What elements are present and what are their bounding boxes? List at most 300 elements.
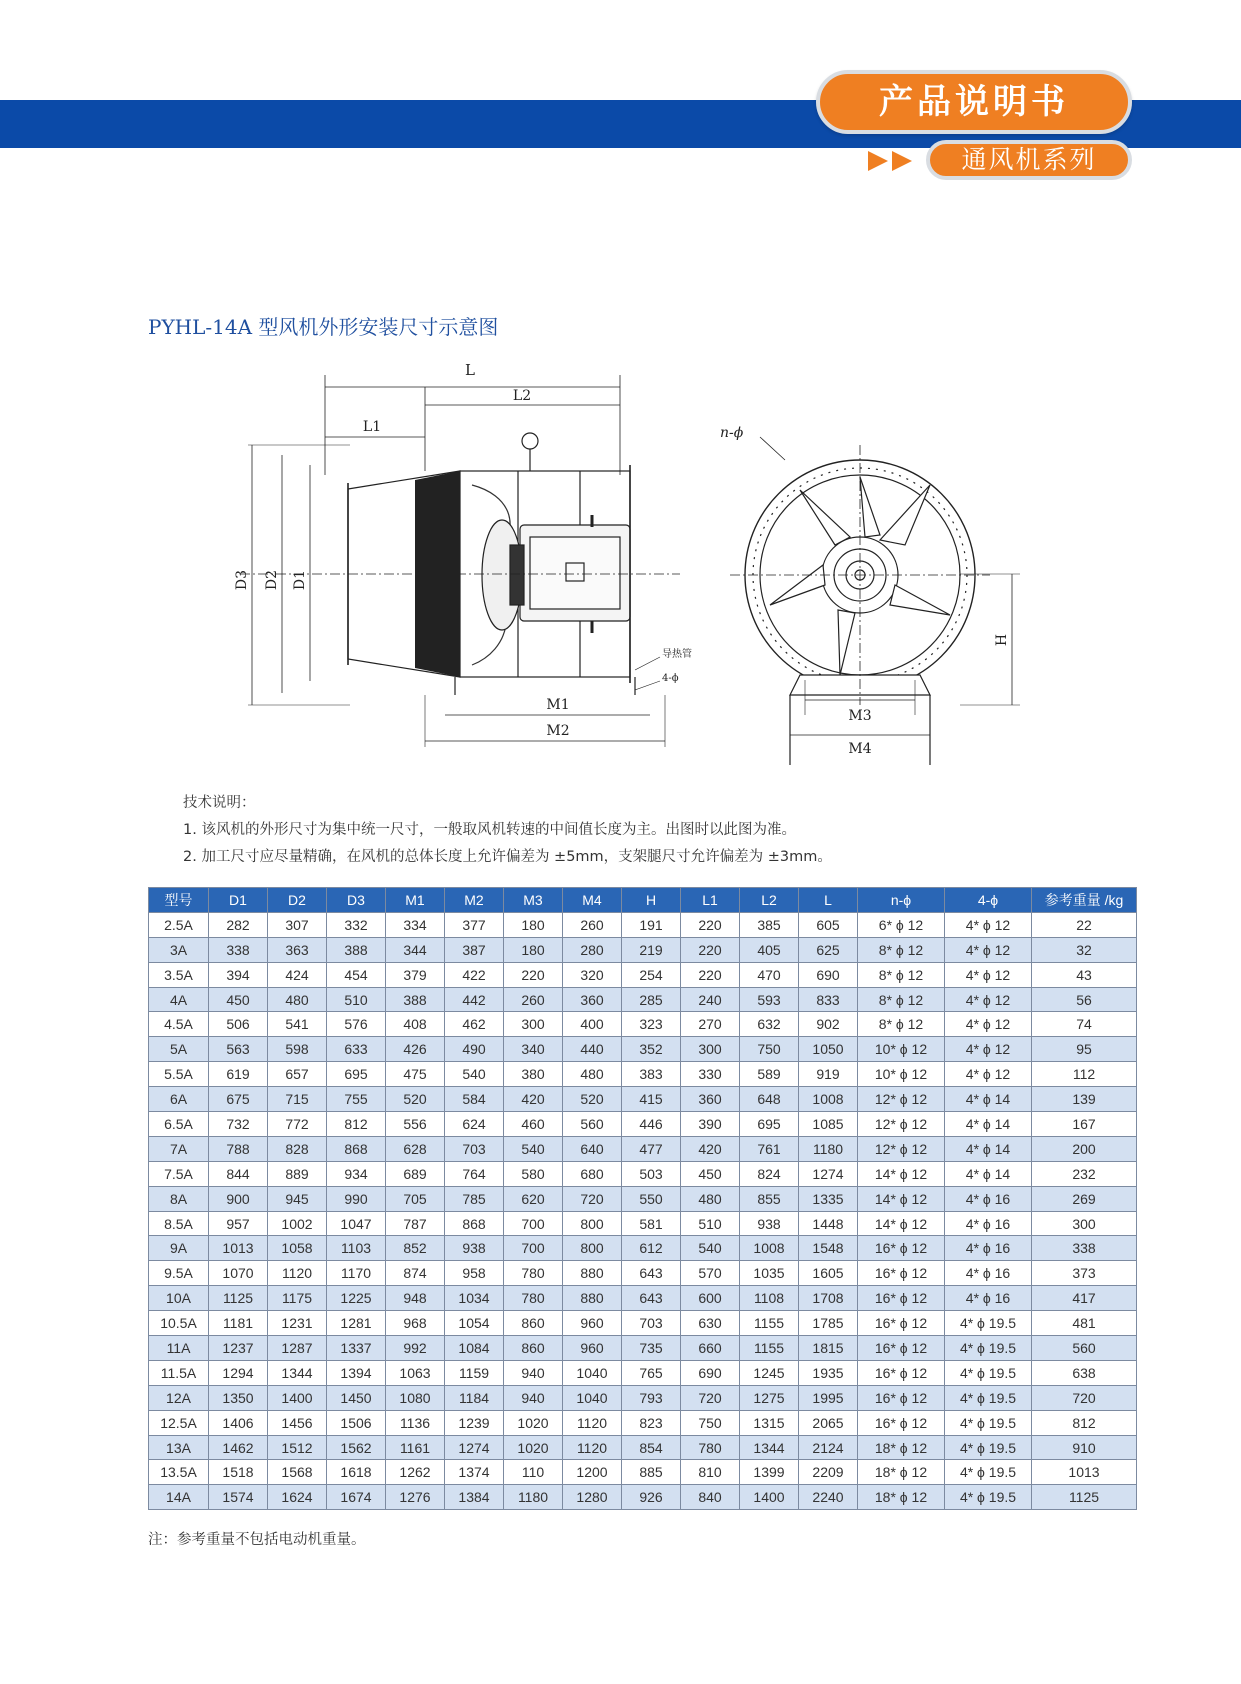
table-cell: 220 (504, 962, 563, 987)
table-row (149, 937, 1137, 962)
table-cell: 1512 (268, 1435, 327, 1460)
table-row (149, 1460, 1137, 1485)
table-cell: 541 (268, 1012, 327, 1037)
side-view (234, 361, 692, 747)
table-cell: 56 (1032, 987, 1137, 1012)
table-cell: 1063 (386, 1360, 445, 1385)
table-cell: 720 (681, 1385, 740, 1410)
table-cell: 1070 (209, 1261, 268, 1286)
table-cell: 4* ϕ 19.5 (945, 1460, 1032, 1485)
table-cell: 732 (209, 1112, 268, 1137)
table-cell: 780 (504, 1261, 563, 1286)
fan-dimension-drawing (234, 361, 1040, 775)
table-cell: 12.5A (149, 1410, 209, 1435)
table-cell: 352 (622, 1037, 681, 1062)
table-cell: 695 (327, 1062, 386, 1087)
table-cell: 4* ϕ 12 (945, 1062, 1032, 1087)
table-cell: 380 (504, 1062, 563, 1087)
table-cell: 112 (1032, 1062, 1137, 1087)
table-row (149, 1186, 1137, 1211)
dimension-table (148, 887, 1136, 1510)
table-cell: 4* ϕ 12 (945, 912, 1032, 937)
table-cell: 889 (268, 1161, 327, 1186)
table-cell: 180 (504, 937, 563, 962)
table-cell: 219 (622, 937, 681, 962)
dim-H-label: H (994, 633, 1010, 647)
table-cell: 4* ϕ 19.5 (945, 1410, 1032, 1435)
table-cell: 598 (268, 1037, 327, 1062)
table-cell: 589 (740, 1062, 799, 1087)
table-cell: 1935 (799, 1360, 858, 1385)
table-cell: 110 (504, 1460, 563, 1485)
table-cell: 570 (681, 1261, 740, 1286)
table-cell: 1120 (268, 1261, 327, 1286)
table-cell: 660 (681, 1336, 740, 1361)
footnote: 注：参考重量不包括电动机重量。 (148, 1532, 366, 1548)
table-cell: 43 (1032, 962, 1137, 987)
column-header: D1 (209, 888, 268, 913)
table-row (149, 1360, 1137, 1385)
column-header: L1 (681, 888, 740, 913)
table-cell: 254 (622, 962, 681, 987)
table-cell: 1518 (209, 1460, 268, 1485)
column-header: 型号 (149, 888, 209, 913)
table-cell: 948 (386, 1286, 445, 1311)
table-row (149, 1261, 1137, 1286)
table-row (149, 1012, 1137, 1037)
table-row (149, 1435, 1137, 1460)
table-cell: 4* ϕ 19.5 (945, 1485, 1032, 1510)
table-cell: 16* ϕ 12 (858, 1261, 945, 1286)
table-cell: 270 (681, 1012, 740, 1037)
table-cell: 422 (445, 962, 504, 987)
table-cell: 1034 (445, 1286, 504, 1311)
table-cell: 1180 (799, 1136, 858, 1161)
table-cell: 735 (622, 1336, 681, 1361)
table-cell: 1047 (327, 1211, 386, 1236)
table-cell: 300 (504, 1012, 563, 1037)
table-cell: 880 (563, 1261, 622, 1286)
table-cell: 16* ϕ 12 (858, 1360, 945, 1385)
table-cell: 4A (149, 987, 209, 1012)
table-cell: 1125 (1032, 1485, 1137, 1510)
dim-M4-label: M4 (848, 741, 872, 757)
table-cell: 785 (445, 1186, 504, 1211)
table-cell: 11A (149, 1336, 209, 1361)
table-cell: 417 (1032, 1286, 1137, 1311)
table-cell: 385 (740, 912, 799, 937)
table-cell: 5A (149, 1037, 209, 1062)
table-cell: 1618 (327, 1460, 386, 1485)
table-cell: 1287 (268, 1336, 327, 1361)
table-cell: 1239 (445, 1410, 504, 1435)
table-cell: 2.5A (149, 912, 209, 937)
table-cell: 22 (1032, 912, 1137, 937)
table-cell: 938 (445, 1236, 504, 1261)
table-cell: 563 (209, 1037, 268, 1062)
table-cell: 1200 (563, 1460, 622, 1485)
table-cell: 18* ϕ 12 (858, 1435, 945, 1460)
table-cell: 260 (563, 912, 622, 937)
table-cell: 408 (386, 1012, 445, 1037)
table-row (149, 1062, 1137, 1087)
table-cell: 8.5A (149, 1211, 209, 1236)
dim-M2-label: M2 (546, 723, 570, 739)
table-cell: 940 (504, 1360, 563, 1385)
table-cell: 761 (740, 1136, 799, 1161)
table-cell: 700 (504, 1236, 563, 1261)
table-cell: 1674 (327, 1485, 386, 1510)
table-cell: 705 (386, 1186, 445, 1211)
table-cell: 4* ϕ 14 (945, 1112, 1032, 1137)
table-cell: 788 (209, 1136, 268, 1161)
table-cell: 1450 (327, 1385, 386, 1410)
table-cell: 992 (386, 1336, 445, 1361)
table-cell: 680 (563, 1161, 622, 1186)
table-cell: 320 (563, 962, 622, 987)
diagram-title: PYHL-14A 型风机外形安装尺寸示意图 (148, 315, 499, 339)
table-cell: 462 (445, 1012, 504, 1037)
table-cell: 1315 (740, 1410, 799, 1435)
table-cell: 1237 (209, 1336, 268, 1361)
table-cell: 690 (799, 962, 858, 987)
table-cell: 282 (209, 912, 268, 937)
table-cell: 625 (799, 937, 858, 962)
table-cell: 957 (209, 1211, 268, 1236)
table-cell: 1054 (445, 1311, 504, 1336)
table-row (149, 1211, 1137, 1236)
table-cell: 593 (740, 987, 799, 1012)
table-cell: 643 (622, 1261, 681, 1286)
table-cell: 700 (504, 1211, 563, 1236)
table-cell: 633 (327, 1037, 386, 1062)
dim-L-label: L (465, 361, 475, 379)
table-cell: 1013 (209, 1236, 268, 1261)
product-manual-badge: 产品说明书 (816, 70, 1132, 134)
table-cell: 1108 (740, 1286, 799, 1311)
table-cell: 424 (268, 962, 327, 987)
table-cell: 14* ϕ 12 (858, 1161, 945, 1186)
table-cell: 9.5A (149, 1261, 209, 1286)
table-row (149, 1037, 1137, 1062)
table-cell: 4* ϕ 19.5 (945, 1385, 1032, 1410)
table-cell: 630 (681, 1311, 740, 1336)
table-cell: 420 (504, 1087, 563, 1112)
table-cell: 1040 (563, 1360, 622, 1385)
table-cell: 1058 (268, 1236, 327, 1261)
table-cell: 1605 (799, 1261, 858, 1286)
table-cell: 139 (1032, 1087, 1137, 1112)
table-row (149, 1286, 1137, 1311)
table-cell: 812 (1032, 1410, 1137, 1435)
table-cell: 885 (622, 1460, 681, 1485)
table-cell: 4* ϕ 14 (945, 1087, 1032, 1112)
table-cell: 2240 (799, 1485, 858, 1510)
table-cell: 810 (681, 1460, 740, 1485)
table-row (149, 987, 1137, 1012)
table-cell: 4* ϕ 14 (945, 1161, 1032, 1186)
table-cell: 477 (622, 1136, 681, 1161)
table-cell: 1344 (740, 1435, 799, 1460)
table-cell: 520 (386, 1087, 445, 1112)
table-cell: 360 (563, 987, 622, 1012)
table-cell: 14* ϕ 12 (858, 1186, 945, 1211)
table-cell: 689 (386, 1161, 445, 1186)
dim-nphi-label: n-ϕ (720, 425, 744, 441)
table-cell: 1448 (799, 1211, 858, 1236)
table-cell: 12* ϕ 12 (858, 1087, 945, 1112)
table-cell: 360 (681, 1087, 740, 1112)
table-cell: 1574 (209, 1485, 268, 1510)
table-cell: 720 (1032, 1385, 1137, 1410)
table-cell: 576 (327, 1012, 386, 1037)
column-header: L (799, 888, 858, 913)
table-cell: 10A (149, 1286, 209, 1311)
table-cell: 220 (681, 962, 740, 987)
table-cell: 560 (563, 1112, 622, 1137)
table-cell: 167 (1032, 1112, 1137, 1137)
table-cell: 32 (1032, 937, 1137, 962)
table-cell: 902 (799, 1012, 858, 1037)
table-cell: 1624 (268, 1485, 327, 1510)
table-cell: 556 (386, 1112, 445, 1137)
table-cell: 415 (622, 1087, 681, 1112)
table-cell: 1384 (445, 1485, 504, 1510)
table-cell: 1462 (209, 1435, 268, 1460)
table-cell: 510 (681, 1211, 740, 1236)
table-cell: 16* ϕ 12 (858, 1385, 945, 1410)
table-cell: 675 (209, 1087, 268, 1112)
series-badge: 通风机系列 (926, 140, 1132, 180)
table-row (149, 1311, 1137, 1336)
table-cell: 3A (149, 937, 209, 962)
table-cell: 460 (504, 1112, 563, 1137)
table-cell: 503 (622, 1161, 681, 1186)
table-cell: 880 (563, 1286, 622, 1311)
table-cell: 1120 (563, 1410, 622, 1435)
table-cell: 690 (681, 1360, 740, 1385)
table-row (149, 1485, 1137, 1510)
technical-notes (183, 790, 832, 871)
table-cell: 220 (681, 912, 740, 937)
table-cell: 307 (268, 912, 327, 937)
table-cell: 1085 (799, 1112, 858, 1137)
dim-D2-label: D2 (264, 569, 280, 591)
table-cell: 191 (622, 912, 681, 937)
table-cell: 180 (504, 912, 563, 937)
table-cell: 363 (268, 937, 327, 962)
table-cell: 7A (149, 1136, 209, 1161)
table-row (149, 1385, 1137, 1410)
table-cell: 1008 (740, 1236, 799, 1261)
table-cell: 787 (386, 1211, 445, 1236)
table-cell: 1080 (386, 1385, 445, 1410)
table-cell: 934 (327, 1161, 386, 1186)
table-cell: 4* ϕ 19.5 (945, 1435, 1032, 1460)
table-cell: 643 (622, 1286, 681, 1311)
table-cell: 383 (622, 1062, 681, 1087)
table-cell: 1013 (1032, 1460, 1137, 1485)
table-cell: 240 (681, 987, 740, 1012)
table-cell: 379 (386, 962, 445, 987)
table-cell: 8* ϕ 12 (858, 1012, 945, 1037)
table-cell: 6.5A (149, 1112, 209, 1137)
table-cell: 300 (1032, 1211, 1137, 1236)
table-row (149, 1112, 1137, 1137)
table-cell: 1035 (740, 1261, 799, 1286)
table-cell: 619 (209, 1062, 268, 1087)
table-cell: 388 (386, 987, 445, 1012)
note-item: 1. 该风机的外形尺寸为集中统一尺寸，一般取风机转速的中间值长度为主。出图时以此图为准。 (183, 822, 796, 838)
table-cell: 4* ϕ 16 (945, 1261, 1032, 1286)
table-cell: 338 (1032, 1236, 1137, 1261)
dim-D3-label: D3 (234, 569, 250, 591)
table-cell: 990 (327, 1186, 386, 1211)
table-cell: 4* ϕ 16 (945, 1286, 1032, 1311)
table-cell: 800 (563, 1236, 622, 1261)
table-cell: 868 (445, 1211, 504, 1236)
table-cell: 1275 (740, 1385, 799, 1410)
table-cell: 1815 (799, 1336, 858, 1361)
table-cell: 581 (622, 1211, 681, 1236)
table-cell: 10* ϕ 12 (858, 1062, 945, 1087)
table-cell: 12* ϕ 12 (858, 1112, 945, 1137)
column-header: 参考重量 /kg (1032, 888, 1137, 913)
table-cell: 1406 (209, 1410, 268, 1435)
table-cell: 4* ϕ 14 (945, 1136, 1032, 1161)
table-cell: 755 (327, 1087, 386, 1112)
table-body (149, 912, 1137, 1509)
table-cell: 854 (622, 1435, 681, 1460)
table-cell: 1084 (445, 1336, 504, 1361)
table-cell: 6* ϕ 12 (858, 912, 945, 937)
table-cell: 828 (268, 1136, 327, 1161)
table-cell: 793 (622, 1385, 681, 1410)
table-row (149, 1087, 1137, 1112)
dim-L2-label: L2 (512, 388, 532, 404)
table-cell: 475 (386, 1062, 445, 1087)
table-cell: 584 (445, 1087, 504, 1112)
table-cell: 8* ϕ 12 (858, 962, 945, 987)
table-row (149, 1161, 1137, 1186)
table-cell: 855 (740, 1186, 799, 1211)
dim-M3-label: M3 (848, 708, 872, 724)
table-cell: 940 (504, 1385, 563, 1410)
table-cell: 12A (149, 1385, 209, 1410)
table-cell: 1155 (740, 1311, 799, 1336)
table-cell: 1394 (327, 1360, 386, 1385)
table-cell: 1002 (268, 1211, 327, 1236)
table-cell: 1400 (740, 1485, 799, 1510)
table-cell: 490 (445, 1037, 504, 1062)
table-cell: 3.5A (149, 962, 209, 987)
table-cell: 340 (504, 1037, 563, 1062)
table-cell: 1294 (209, 1360, 268, 1385)
table-cell: 16* ϕ 12 (858, 1311, 945, 1336)
table-cell: 1020 (504, 1435, 563, 1460)
table-cell: 703 (622, 1311, 681, 1336)
table-cell: 4* ϕ 12 (945, 987, 1032, 1012)
table-cell: 715 (268, 1087, 327, 1112)
table-cell: 344 (386, 937, 445, 962)
table-cell: 833 (799, 987, 858, 1012)
table-cell: 1374 (445, 1460, 504, 1485)
table-cell: 1274 (445, 1435, 504, 1460)
table-cell: 480 (268, 987, 327, 1012)
table-cell: 750 (740, 1037, 799, 1062)
table-cell: 1344 (268, 1360, 327, 1385)
table-cell: 1125 (209, 1286, 268, 1311)
table-cell: 4* ϕ 12 (945, 937, 1032, 962)
table-cell: 703 (445, 1136, 504, 1161)
column-header: n-ϕ (858, 888, 945, 913)
table-cell: 1276 (386, 1485, 445, 1510)
table-cell: 1181 (209, 1311, 268, 1336)
table-cell: 657 (268, 1062, 327, 1087)
table-cell: 1155 (740, 1336, 799, 1361)
table-cell: 16* ϕ 12 (858, 1286, 945, 1311)
table-cell: 800 (563, 1211, 622, 1236)
table-cell: 960 (563, 1311, 622, 1336)
table-cell: 1184 (445, 1385, 504, 1410)
table-cell: 280 (563, 937, 622, 962)
table-cell: 772 (268, 1112, 327, 1137)
table-cell: 446 (622, 1112, 681, 1137)
dim-M1-label: M1 (546, 697, 570, 713)
table-cell: 14A (149, 1485, 209, 1510)
table-cell: 5.5A (149, 1062, 209, 1087)
table-cell: 4* ϕ 16 (945, 1186, 1032, 1211)
table-cell: 844 (209, 1161, 268, 1186)
table-cell: 945 (268, 1186, 327, 1211)
table-cell: 550 (622, 1186, 681, 1211)
table-row (149, 1410, 1137, 1435)
table-cell: 1170 (327, 1261, 386, 1286)
table-cell: 860 (504, 1336, 563, 1361)
table-cell: 1180 (504, 1485, 563, 1510)
table-cell: 648 (740, 1087, 799, 1112)
table-cell: 919 (799, 1062, 858, 1087)
table-header-row (149, 888, 1137, 913)
table-cell: 1050 (799, 1037, 858, 1062)
table-cell: 1008 (799, 1087, 858, 1112)
callout-4phi-label: 4-ϕ (662, 673, 679, 684)
table-cell: 910 (1032, 1435, 1137, 1460)
table-cell: 4* ϕ 16 (945, 1211, 1032, 1236)
table-cell: 780 (504, 1286, 563, 1311)
table-cell: 750 (681, 1410, 740, 1435)
table-cell: 394 (209, 962, 268, 987)
double-arrow-icon (868, 149, 920, 173)
table-cell: 16* ϕ 12 (858, 1410, 945, 1435)
table-cell: 18* ϕ 12 (858, 1485, 945, 1510)
table-row (149, 1236, 1137, 1261)
table-cell: 605 (799, 912, 858, 937)
table-cell: 300 (681, 1037, 740, 1062)
table-cell: 720 (563, 1186, 622, 1211)
table-cell: 18* ϕ 12 (858, 1460, 945, 1485)
table-cell: 285 (622, 987, 681, 1012)
table-cell: 638 (1032, 1360, 1137, 1385)
table-cell: 823 (622, 1410, 681, 1435)
table-cell: 540 (681, 1236, 740, 1261)
table-cell: 1159 (445, 1360, 504, 1385)
table-cell: 16* ϕ 12 (858, 1336, 945, 1361)
table-cell: 632 (740, 1012, 799, 1037)
table-cell: 232 (1032, 1161, 1137, 1186)
front-view (720, 425, 1020, 765)
table-cell: 9A (149, 1236, 209, 1261)
